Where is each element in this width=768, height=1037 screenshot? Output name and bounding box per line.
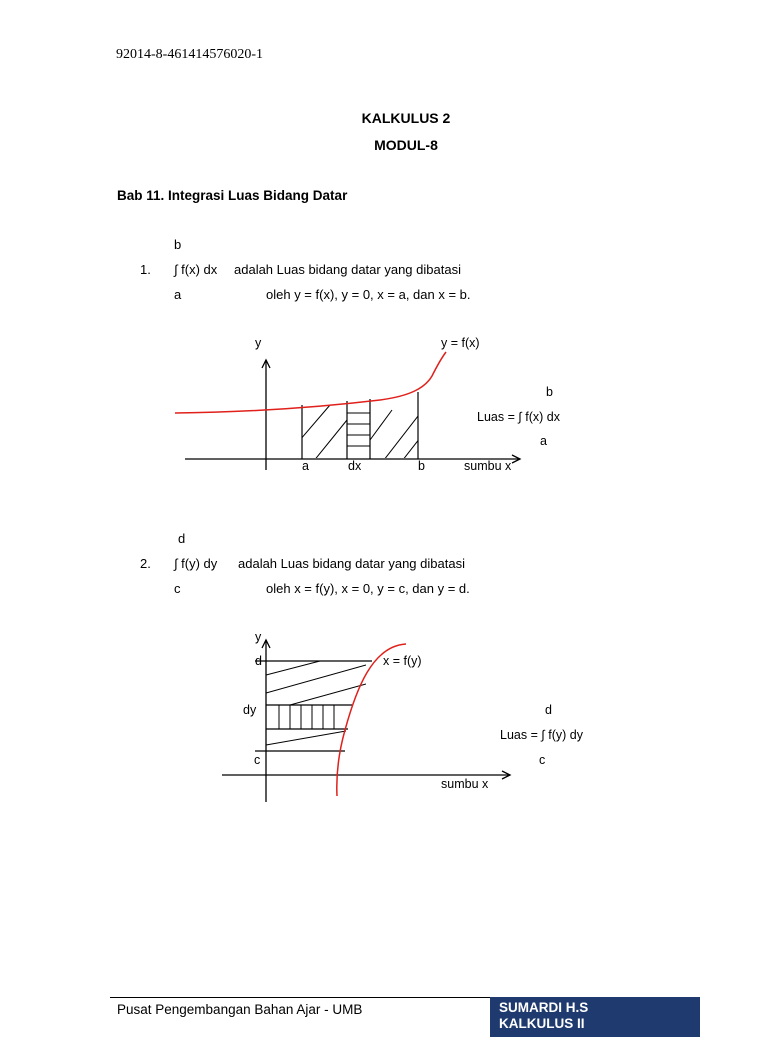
figure2-dy-label: dy xyxy=(243,703,257,717)
figure1-label-a: a xyxy=(302,459,309,473)
item1-condition: oleh y = f(x), y = 0, x = a, dan x = b. xyxy=(266,287,471,302)
item2-integral: ∫ f(y) dy xyxy=(174,556,218,571)
figure2-hatching-top xyxy=(266,661,366,705)
figure1-label-dx: dx xyxy=(348,459,362,473)
footer-author-box xyxy=(490,997,700,1037)
figure2-d-label: d xyxy=(255,654,262,668)
chapter-heading: Bab 11. Integrasi Luas Bidang Datar xyxy=(117,188,348,203)
item1-upper-limit: b xyxy=(174,237,182,252)
figure1-label-b: b xyxy=(418,459,425,473)
figure1-formula-lower: a xyxy=(540,434,547,448)
item2-description: adalah Luas bidang datar yang dibatasi xyxy=(238,556,465,571)
footer-course: KALKULUS II xyxy=(499,1016,585,1031)
figure2-formula-lower: c xyxy=(539,753,546,767)
footer-author: SUMARDI H.S xyxy=(499,1000,589,1015)
figure2-y-label: y xyxy=(255,630,262,644)
item1-description: adalah Luas bidang datar yang dibatasi xyxy=(234,262,461,277)
figure1-y-label: y xyxy=(255,336,262,350)
item2-number: 2. xyxy=(140,556,151,571)
item1-number: 1. xyxy=(140,262,151,277)
item1-integral: ∫ f(x) dx xyxy=(174,262,218,277)
figure2-formula-upper: d xyxy=(545,703,552,717)
figure1-formula: Luas = ∫ f(x) dx xyxy=(477,410,560,424)
figure2-strip-hatching xyxy=(279,705,334,729)
footer-divider xyxy=(110,997,490,998)
item2-condition: oleh x = f(y), x = 0, y = c, dan y = d. xyxy=(266,581,470,596)
figure2-x-axis-label: sumbu x xyxy=(441,777,489,791)
footer-institution: Pusat Pengembangan Bahan Ajar - UMB xyxy=(117,1002,363,1017)
page-subtitle: MODUL-8 xyxy=(374,137,438,153)
figure1-x-axis-label: sumbu x xyxy=(464,459,512,473)
figure1-formula-upper: b xyxy=(546,385,553,399)
item2-lower-limit: c xyxy=(174,581,181,596)
item1-lower-limit: a xyxy=(174,287,182,302)
figure2-formula: Luas = ∫ f(y) dy xyxy=(500,728,583,742)
figure2-c-label: c xyxy=(254,753,261,767)
document-id: 92014-8-461414576020-1 xyxy=(116,47,263,62)
page-title: KALKULUS 2 xyxy=(361,110,451,126)
figure2-hatching-bottom xyxy=(266,731,346,745)
figure2-curve-label: x = f(y) xyxy=(383,654,422,668)
item2-upper-limit: d xyxy=(178,531,186,546)
figure1-curve-label: y = f(x) xyxy=(441,336,480,350)
